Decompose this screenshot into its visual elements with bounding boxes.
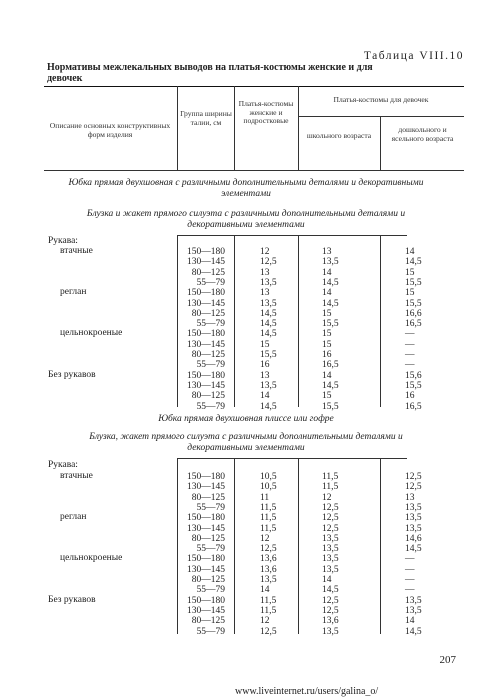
table-cell-women: 13,5 (260, 575, 277, 585)
table-cell-women: 16 (260, 360, 270, 371)
table-cell-preschool: 13,5 (405, 595, 422, 606)
table-cell-group: 130—145 (187, 257, 225, 268)
group-label: цельнокроеные (60, 553, 123, 564)
header-girls: Платья-костюмы для девочек (333, 95, 429, 104)
table-cell-women: 13 (260, 267, 270, 278)
table-cell-school: 12,5 (322, 523, 339, 534)
table-cell-school: 15 (322, 308, 332, 319)
table-cell-school: 14 (322, 370, 332, 381)
table-cell-group: 80—125 (191, 308, 225, 319)
table-cell-school: 14,5 (322, 277, 339, 288)
table-cell-group: 150—180 (187, 513, 225, 524)
group-label: втачные (60, 471, 93, 481)
header-women: Платья-костюмы женские и подростковые (238, 99, 294, 125)
table-cell-preschool: — (405, 554, 415, 565)
table-label: Таблица VIII.10 (363, 50, 464, 62)
table-cell-preschool: 16 (405, 391, 415, 402)
section-1-col-rule-2 (234, 236, 235, 407)
table-cell-preschool: 14,6 (405, 533, 422, 544)
section-1-heading-skirt: Юбка прямая двухшовная с различными дополнительными деталями и декоративными элементами (68, 178, 424, 199)
table-cell-group: 150—180 (187, 370, 225, 381)
table-cell-preschool: — (405, 339, 415, 350)
table-cell-preschool: — (405, 329, 415, 340)
header-description: Описание основных конструктивных форм изделия (49, 121, 171, 139)
table-cell-women: 12,5 (260, 626, 277, 637)
table-cell-school: 11,5 (322, 472, 339, 482)
table-cell-school: 14,5 (322, 585, 339, 596)
table-cell-preschool: 15 (405, 267, 415, 278)
section-2-col-rule-4 (380, 459, 381, 634)
table-cell-preschool: — (405, 564, 415, 575)
table-cell-group: 80—125 (191, 267, 225, 278)
table-cell-group: 150—180 (187, 329, 225, 340)
table-cell-school: 13,5 (322, 533, 339, 544)
page-number: 207 (439, 654, 456, 666)
table-cell-school: 15 (322, 339, 332, 350)
table-cell-women: 15,5 (260, 350, 277, 360)
header-divider-4 (380, 116, 381, 170)
group-label: Без рукавов (48, 369, 96, 380)
table-cell-women: 14 (260, 391, 270, 402)
table-cell-preschool: 14,5 (405, 626, 422, 637)
table-cell-group: 150—180 (187, 554, 225, 565)
table-cell-women: 10,5 (260, 482, 277, 493)
table-cell-group: 130—145 (187, 523, 225, 534)
table-cell-group: 55—79 (196, 544, 225, 555)
table-cell-women: 11,5 (260, 523, 277, 534)
header-divider-3 (298, 86, 299, 170)
table-cell-preschool: 14 (405, 616, 415, 627)
table-cell-preschool: — (405, 360, 415, 371)
table-cell-preschool: 13,5 (405, 605, 422, 616)
table-cell-preschool: — (405, 585, 415, 596)
group-label: реглан (60, 287, 87, 298)
table-cell-women: 14,5 (260, 308, 277, 319)
table-cell-school: 11,5 (322, 482, 339, 493)
table-cell-group: 130—145 (187, 482, 225, 493)
table-cell-school: 15 (322, 391, 332, 402)
table-cell-school: 15,5 (322, 319, 339, 330)
table-cell-preschool: 15,5 (405, 380, 422, 391)
table-cell-school: 12,5 (322, 502, 339, 513)
table-cell-group: 80—125 (191, 492, 225, 503)
table-cell-school: 15,5 (322, 401, 339, 412)
table-cell-women: 12 (260, 533, 270, 544)
group-label: Без рукавов (48, 594, 96, 605)
header-preschool: дошкольного и ясельного возраста (391, 125, 454, 143)
table-cell-group: 130—145 (187, 605, 225, 616)
table-cell-group: 130—145 (187, 339, 225, 350)
table-cell-school: 16,5 (322, 360, 339, 371)
table-cell-women: 14,5 (260, 319, 277, 330)
table-cell-preschool: 13,5 (405, 502, 422, 513)
table-cell-women: 12 (260, 247, 270, 257)
header-bottom-rule (44, 170, 464, 171)
table-cell-school: 15 (322, 329, 332, 340)
table-cell-school: 14 (322, 575, 332, 585)
table-cell-group: 55—79 (196, 585, 225, 596)
section-2-data-rule (177, 458, 407, 459)
section-1-heading-blouse: Блузка и жакет прямого силуэта с различными дополнительными деталями и декоративными элементами (86, 209, 406, 230)
table-cell-group: 150—180 (187, 595, 225, 606)
table-cell-group: 130—145 (187, 564, 225, 575)
table-cell-school: 13,5 (322, 554, 339, 565)
section-2-col-rule-2 (234, 459, 235, 634)
table-cell-women: 12 (260, 616, 270, 627)
table-cell-group: 130—145 (187, 298, 225, 309)
table-cell-women: 13,5 (260, 380, 277, 391)
table-cell-preschool: 15,5 (405, 298, 422, 309)
table-cell-preschool: — (405, 575, 415, 585)
table-cell-women: 13,5 (260, 277, 277, 288)
table-cell-school: 16 (322, 350, 332, 360)
section-2-heading-skirt: Юбка прямая двухшовная плиссе или гофре (158, 414, 334, 424)
group-label: втачные (60, 246, 93, 256)
table-cell-school: 12,5 (322, 513, 339, 524)
group-label: реглан (60, 512, 87, 523)
table-cell-preschool: 13,5 (405, 523, 422, 534)
table-cell-preschool: 14,5 (405, 257, 422, 268)
table-cell-school: 12 (322, 492, 332, 503)
table-cell-group: 55—79 (196, 626, 225, 637)
table-cell-preschool: 14,5 (405, 544, 422, 555)
table-cell-women: 12,5 (260, 257, 277, 268)
table-cell-group: 80—125 (191, 533, 225, 544)
table-cell-women: 13 (260, 288, 270, 299)
table-cell-preschool: 13 (405, 492, 415, 503)
header-group: Группа ширины талии, см (180, 109, 232, 127)
table-cell-school: 12,5 (322, 595, 339, 606)
table-cell-women: 13,6 (260, 554, 277, 565)
table-cell-preschool: 16,5 (405, 401, 422, 412)
table-cell-school: 14,5 (322, 380, 339, 391)
table-cell-preschool: 16,6 (405, 308, 422, 319)
table-cell-women: 11,5 (260, 595, 277, 606)
table-cell-group: 150—180 (187, 472, 225, 482)
table-cell-school: 14 (322, 267, 332, 278)
table-cell-school: 13 (322, 247, 332, 257)
sleeves-label: Рукава: (48, 460, 78, 470)
table-cell-group: 55—79 (196, 319, 225, 330)
table-cell-group: 130—145 (187, 380, 225, 391)
table-cell-preschool: 13,5 (405, 513, 422, 524)
table-cell-school: 14,5 (322, 298, 339, 309)
table-cell-women: 11,5 (260, 605, 277, 616)
section-1-data-rule (177, 235, 407, 236)
table-cell-preschool: 15 (405, 288, 415, 299)
section-2-col-rule-3 (298, 459, 299, 634)
header-school: школьного возраста (306, 131, 372, 140)
table-cell-group: 80—125 (191, 616, 225, 627)
table-cell-school: 12,5 (322, 605, 339, 616)
header-divider-1 (177, 86, 178, 170)
table-cell-group: 80—125 (191, 350, 225, 360)
table-cell-women: 13,6 (260, 564, 277, 575)
table-cell-women: 11 (260, 492, 270, 503)
table-cell-women: 10,5 (260, 472, 277, 482)
group-label: цельнокроеные (60, 328, 123, 339)
table-cell-preschool: — (405, 350, 415, 360)
table-title: Нормативы межлекальных выводов на платья-костюмы женские и для девочек (47, 62, 373, 84)
table-cell-school: 13,5 (322, 626, 339, 637)
footer-url: www.liveinternet.ru/users/galina_o/ (235, 686, 379, 697)
table-cell-preschool: 15,5 (405, 277, 422, 288)
table-cell-group: 55—79 (196, 502, 225, 513)
table-cell-school: 14 (322, 288, 332, 299)
table-cell-group: 55—79 (196, 360, 225, 371)
table-cell-school: 13,5 (322, 544, 339, 555)
table-cell-school: 13,5 (322, 257, 339, 268)
table-cell-group: 55—79 (196, 277, 225, 288)
table-cell-women: 13,5 (260, 298, 277, 309)
section-1-col-rule-3 (298, 236, 299, 407)
section-2-col-rule-1 (177, 459, 178, 634)
table-cell-group: 80—125 (191, 391, 225, 402)
table-cell-school: 13,6 (322, 616, 339, 627)
section-1-col-rule-4 (380, 236, 381, 407)
table-cell-women: 14,5 (260, 329, 277, 340)
table-cell-preschool: 14 (405, 247, 415, 257)
table-cell-women: 14 (260, 585, 270, 596)
section-1-col-rule-1 (177, 236, 178, 407)
sleeves-label: Рукава: (48, 236, 78, 246)
table-cell-women: 11,5 (260, 502, 277, 513)
table-cell-women: 12,5 (260, 544, 277, 555)
table-cell-group: 150—180 (187, 247, 225, 257)
table-cell-preschool: 15,6 (405, 370, 422, 381)
table-cell-women: 15 (260, 339, 270, 350)
table-cell-group: 55—79 (196, 401, 225, 412)
table-cell-preschool: 16,5 (405, 319, 422, 330)
table-cell-school: 13,5 (322, 564, 339, 575)
header-divider-2 (234, 86, 235, 170)
table-cell-women: 13 (260, 370, 270, 381)
section-2-heading-blouse: Блузка, жакет прямого силуэта с различными дополнительными деталями и декоративными элементами (89, 432, 403, 453)
table-cell-preschool: 12,5 (405, 482, 422, 493)
table-cell-group: 80—125 (191, 575, 225, 585)
table-cell-group: 150—180 (187, 288, 225, 299)
table-cell-women: 11,5 (260, 513, 277, 524)
table-cell-preschool: 12,5 (405, 472, 422, 482)
header-top-rule (44, 86, 464, 87)
header-sub-rule (298, 116, 464, 117)
table-cell-women: 14,5 (260, 401, 277, 412)
